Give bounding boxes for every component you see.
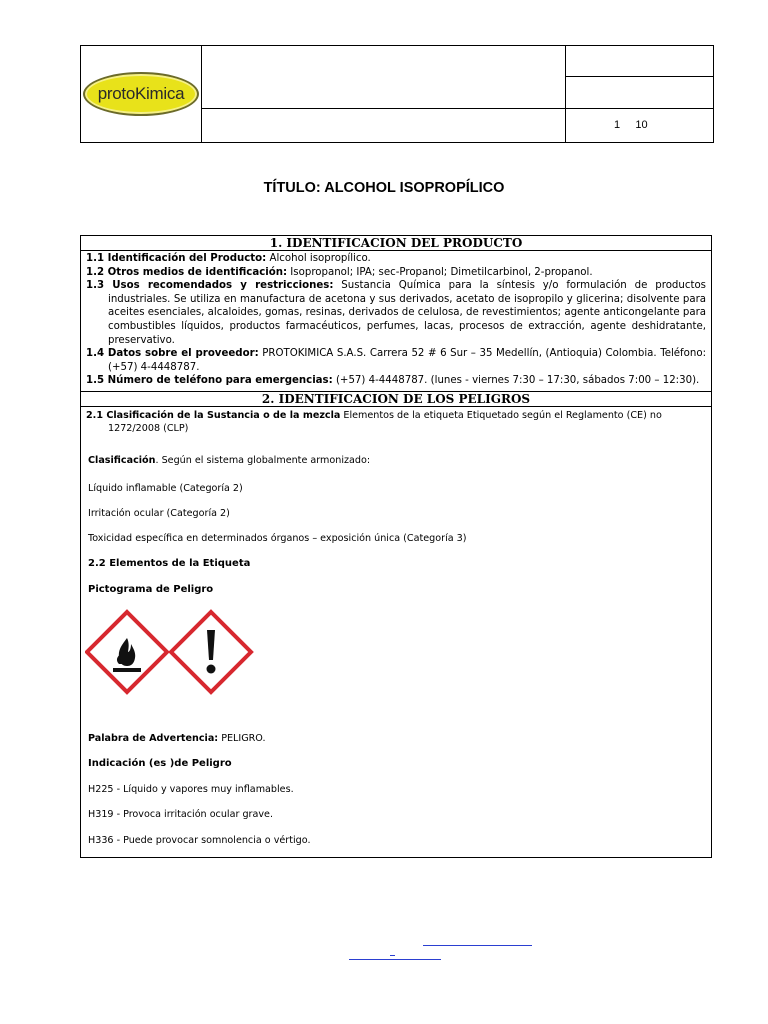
item-1-4	[86, 347, 706, 374]
footer-link-line[interactable]	[349, 959, 441, 960]
pictogram-heading: Pictograma de Peligro	[88, 584, 214, 595]
item-label: 1.1 Identificación del Producto:	[86, 253, 267, 264]
company-logo	[83, 72, 199, 116]
page-current: 1	[614, 119, 621, 132]
signal-word-line: Palabra de Advertencia: PELIGRO.	[88, 733, 266, 744]
item-1-5	[86, 374, 706, 388]
page-total: 10	[635, 119, 648, 132]
hazard-statement: H319 - Provoca irritación ocular grave.	[88, 809, 273, 820]
flame-pictogram-icon	[87, 612, 167, 692]
section1-heading: 1. IDENTIFICACION DEL PRODUCTO	[81, 236, 711, 251]
item-text: Isopropanol; IPA; sec-Propanol; Dimetilcarbinol, 2-propanol.	[287, 266, 593, 278]
header-version-cell	[566, 77, 714, 108]
item-label: 1.2 Otros medios de identificación:	[86, 266, 288, 278]
document-header	[80, 45, 714, 143]
footer-link-tick	[390, 955, 395, 956]
section2-body	[81, 407, 711, 846]
ghs-system-line: Clasificación. Según el sistema globalmente armonizado:	[88, 455, 371, 466]
logo-cell	[81, 46, 202, 143]
header-date-cell	[202, 108, 566, 142]
header-title-cell	[202, 46, 566, 109]
section1-body	[81, 251, 711, 391]
classification-label: 2.1 Clasificación de la Sustancia o de la mezcla	[86, 409, 341, 421]
item-text: (+57) 4-4448787. (lunes - viernes 7:30 – 17:30, sábados 7:00 – 12:30).	[332, 375, 700, 387]
classification-text: Elementos de la etiqueta Etiquetado según el Reglamento (CE) no 1272/2008 (CLP)	[108, 409, 662, 434]
category-item: Irritación ocular (Categoría 2)	[88, 508, 230, 519]
section2-heading: 2. IDENTIFICACION DE LOS PELIGROS	[81, 391, 711, 407]
item-label: 1.4 Datos sobre el proveedor:	[86, 348, 259, 360]
header-code-cell	[566, 46, 714, 77]
item-1-2	[86, 266, 706, 280]
item-text: Sustancia Química para la síntesis y/o formulación de productos industriales. Se utiliza en manufactura de acetona y sus derivados, acetato de isopropilo y glicerina; disolvente para aceites esenciales, alcaloides, gomas, resinas, derivados de celulosa, de revestimientos; agente anticongelante para combustibles líquidos, productos farmacéuticos, perfumes, lacas, procesos de extracción, agente deshidratante, preservativo.	[108, 280, 706, 346]
item-text: PROTOKIMICA S.A.S. Carrera 52 # 6 Sur – 35 Medellín, (Antioquia) Colombia. Teléfono: (+57) 4-4448787.	[108, 348, 706, 373]
item-label: 1.3 Usos recomendados y restricciones:	[86, 280, 334, 292]
hazard-statement: H225 - Líquido y vapores muy inflamables.	[88, 784, 294, 795]
exclamation-pictogram-icon	[171, 612, 251, 692]
item-label: 1.5 Número de teléfono para emergencias:	[86, 375, 333, 387]
document-title: TÍTULO: ALCOHOL ISOPROPÍLICO	[263, 180, 505, 196]
logo-text: protoKimica	[97, 84, 185, 103]
sds-content-box	[80, 235, 712, 858]
item-1-1	[86, 252, 706, 266]
category-item: Líquido inflamable (Categoría 2)	[88, 483, 243, 494]
hazard-heading: Indicación (es )de Peligro	[88, 758, 232, 769]
hazard-pictograms	[85, 608, 255, 696]
category-item: Toxicidad específica en determinados órganos – exposición única (Categoría 3)	[88, 533, 467, 544]
label-elements-heading: 2.2 Elementos de la Etiqueta	[88, 558, 251, 569]
item-text: Alcohol isopropílico.	[266, 253, 371, 264]
classification-item	[86, 409, 706, 435]
hazard-statement: H336 - Puede provocar somnolencia o vértigo.	[88, 835, 311, 846]
page-number-cell	[566, 108, 714, 142]
footer-link-line[interactable]	[423, 945, 532, 946]
item-1-3	[86, 279, 706, 347]
